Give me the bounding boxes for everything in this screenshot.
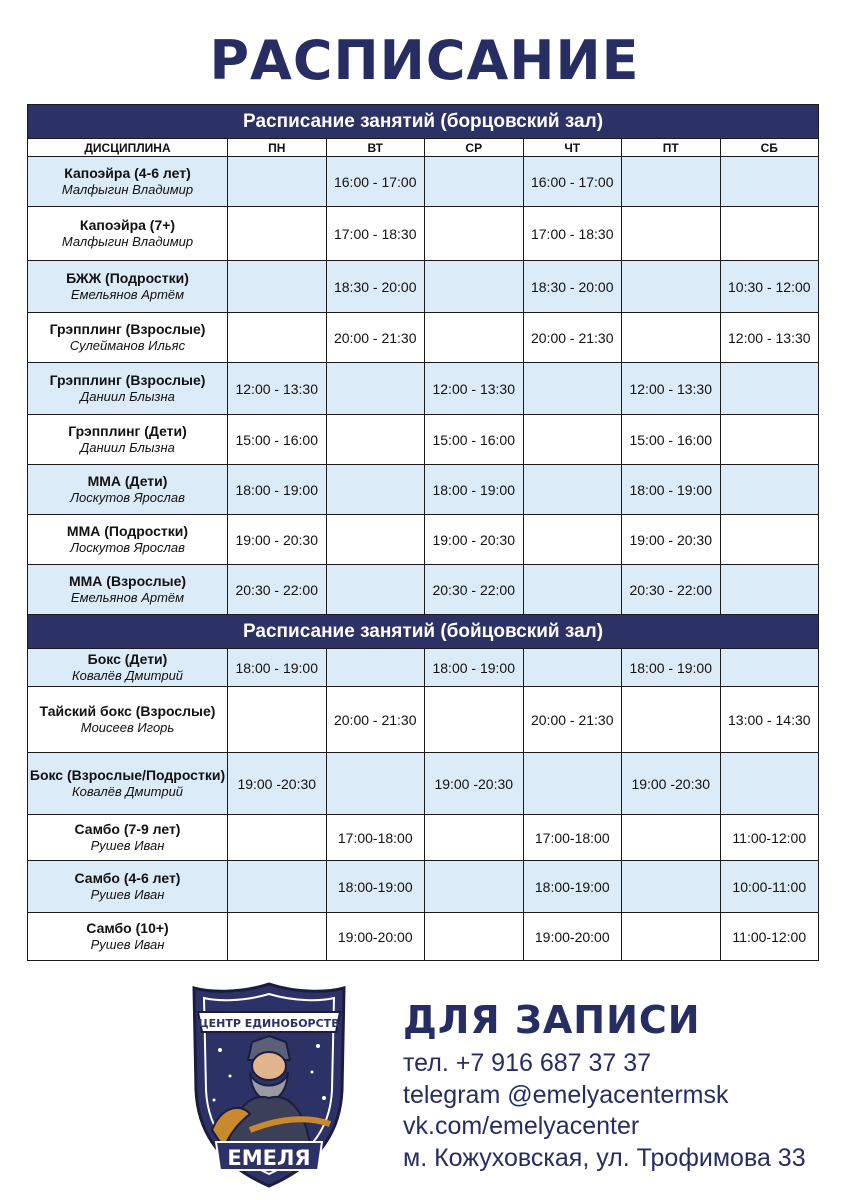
discipline-cell [28,815,228,861]
discipline-name: Грэпплинг (Взрослые) [49,371,206,388]
coach-name: Рушев Иван [90,937,165,953]
time-cell [720,363,819,415]
logo-top-text: ЦЕНТР ЕДИНОБОРСТВ [198,1017,340,1030]
time-cell: 18:30 - 20:00 [523,261,622,313]
discipline-name: Грэпплинг (Дети) [68,422,187,439]
time-cell: 15:00 - 16:00 [622,415,721,465]
coach-name: Ковалёв Дмитрий [71,784,184,800]
time-cell: 12:00 - 13:30 [622,363,721,415]
time-cell [720,515,819,565]
column-header-discipline: ДИСЦИПЛИНА [28,139,228,157]
contact-address: м. Кожуховская, ул. Трофимова 33 [403,1143,806,1172]
discipline-name: Самбо (7-9 лет) [74,820,181,837]
time-cell: 18:00 - 19:00 [228,465,327,515]
time-cell [523,649,622,687]
discipline-name: Тайский бокс (Взрослые) [39,702,216,719]
time-cell: 20:30 - 22:00 [622,565,721,615]
contact-title: ДЛЯ ЗАПИСИ [403,998,701,1042]
discipline-name: БЖЖ (Подростки) [66,269,189,286]
table-row [28,415,819,465]
discipline-cell [28,363,228,415]
hall-rows-wrestling [28,157,819,615]
schedule-table [27,104,819,961]
time-cell [326,649,425,687]
time-cell: 11:00-12:00 [720,913,819,961]
time-cell [523,565,622,615]
time-cell: 19:00 - 20:30 [425,515,524,565]
time-cell [326,415,425,465]
time-cell [425,207,524,261]
contact-phone[interactable]: тел. +7 916 687 37 37 [403,1049,652,1077]
coach-name: Даниил Блызна [80,389,175,405]
discipline-name: ММА (Взрослые) [68,572,187,589]
discipline-cell [28,515,228,565]
contact-telegram[interactable]: telegram @emelyacentermsk [403,1080,729,1109]
time-cell [425,815,524,861]
time-cell [523,363,622,415]
discipline-cell [28,207,228,261]
time-cell: 16:00 - 17:00 [523,157,622,207]
coach-name: Емельянов Артём [70,590,185,606]
discipline-name: Самбо (10+) [86,919,169,936]
time-cell [326,565,425,615]
coach-name: Сулейманов Ильяс [69,338,186,354]
time-cell [228,313,327,363]
time-cell: 18:00 - 19:00 [622,649,721,687]
hall-title: Расписание занятий (бойцовский зал) [28,615,819,649]
time-cell [425,913,524,961]
time-cell [720,753,819,815]
coach-name: Ковалёв Дмитрий [71,668,184,684]
time-cell: 12:00 - 13:30 [720,313,819,363]
time-cell: 18:00-19:00 [326,861,425,913]
time-cell: 15:00 - 16:00 [228,415,327,465]
time-cell: 17:00 - 18:30 [326,207,425,261]
discipline-cell [28,415,228,465]
time-cell: 20:00 - 21:30 [523,687,622,753]
hall-header-wrestling [28,105,819,139]
time-cell [720,157,819,207]
discipline-name: Самбо (4-6 лет) [74,869,181,886]
time-cell [425,861,524,913]
time-cell: 10:00-11:00 [720,861,819,913]
time-cell: 18:00 - 19:00 [425,465,524,515]
discipline-cell [28,313,228,363]
coach-name: Рушев Иван [90,887,165,903]
table-row [28,753,819,815]
column-header-thu: ЧТ [523,139,622,157]
discipline-name: Грэпплинг (Взрослые) [49,320,206,337]
time-cell [622,687,721,753]
time-cell [425,261,524,313]
discipline-name: Капоэйра (7+) [79,216,176,233]
time-cell [622,913,721,961]
hall-rows-fighting [28,649,819,961]
table-row [28,465,819,515]
time-cell [228,815,327,861]
time-cell [228,261,327,313]
time-cell [228,207,327,261]
time-cell [326,753,425,815]
time-cell: 12:00 - 13:30 [425,363,524,415]
discipline-cell [28,565,228,615]
table-row [28,649,819,687]
time-cell: 19:00 -20:30 [425,753,524,815]
time-cell: 12:00 - 13:30 [228,363,327,415]
time-cell [622,261,721,313]
time-cell [228,687,327,753]
time-cell: 19:00 - 20:30 [622,515,721,565]
time-cell [523,753,622,815]
discipline-name: Бокс (Дети) [87,650,168,667]
coach-name: Лоскутов Ярослав [70,540,185,556]
time-cell: 19:00 - 20:30 [228,515,327,565]
time-cell [228,913,327,961]
time-cell [228,861,327,913]
discipline-cell [28,861,228,913]
time-cell [425,687,524,753]
coach-name: Рушев Иван [90,838,165,854]
time-cell: 18:30 - 20:00 [326,261,425,313]
coach-name: Емельянов Артём [70,287,185,303]
time-cell: 18:00 - 19:00 [622,465,721,515]
table-row [28,565,819,615]
time-cell [622,861,721,913]
column-header-wed: СР [425,139,524,157]
column-header-row [28,139,819,157]
time-cell: 18:00 - 19:00 [228,649,327,687]
hall-header-fighting [28,615,819,649]
discipline-name: Бокс (Взрослые/Подростки) [29,766,226,783]
time-cell: 19:00-20:00 [523,913,622,961]
emelya-logo [190,980,348,1190]
coach-name: Малфыгин Владимир [61,234,194,250]
discipline-cell [28,687,228,753]
time-cell [326,465,425,515]
coach-name: Малфыгин Владимир [61,182,194,198]
discipline-cell [28,157,228,207]
time-cell: 20:00 - 21:30 [326,313,425,363]
page-title: РАСПИСАНИЕ [209,29,640,92]
time-cell [523,465,622,515]
table-row [28,313,819,363]
time-cell [425,157,524,207]
time-cell [720,465,819,515]
time-cell [622,207,721,261]
time-cell [622,313,721,363]
time-cell: 10:30 - 12:00 [720,261,819,313]
column-header-mon: ПН [228,139,327,157]
column-header-tue: ВТ [326,139,425,157]
time-cell: 20:00 - 21:30 [523,313,622,363]
table-row [28,815,819,861]
time-cell: 19:00-20:00 [326,913,425,961]
table-row [28,261,819,313]
discipline-name: Капоэйра (4-6 лет) [64,164,191,181]
column-header-fri: ПТ [622,139,721,157]
contact-vk[interactable]: vk.com/emelyacenter [403,1112,640,1140]
time-cell [720,649,819,687]
time-cell: 20:30 - 22:00 [228,565,327,615]
logo-name-text: ЕМЕЛЯ [227,1146,311,1170]
time-cell [523,515,622,565]
table-row [28,207,819,261]
time-cell [622,157,721,207]
time-cell: 20:00 - 21:30 [326,687,425,753]
time-cell: 16:00 - 17:00 [326,157,425,207]
time-cell: 19:00 -20:30 [622,753,721,815]
contact-block [403,996,806,1174]
time-cell [720,565,819,615]
discipline-cell [28,649,228,687]
table-row [28,157,819,207]
table-row [28,515,819,565]
time-cell: 18:00-19:00 [523,861,622,913]
time-cell [720,207,819,261]
time-cell: 11:00-12:00 [720,815,819,861]
table-row [28,363,819,415]
time-cell: 17:00-18:00 [523,815,622,861]
time-cell [720,415,819,465]
time-cell [326,515,425,565]
time-cell: 19:00 -20:30 [228,753,327,815]
coach-name: Лоскутов Ярослав [70,490,185,506]
time-cell [228,157,327,207]
time-cell: 17:00-18:00 [326,815,425,861]
table-row [28,861,819,913]
column-header-sat: СБ [720,139,819,157]
table-row [28,687,819,753]
coach-name: Даниил Блызна [80,440,175,456]
table-row [28,913,819,961]
time-cell: 20:30 - 22:00 [425,565,524,615]
discipline-cell [28,261,228,313]
discipline-cell [28,465,228,515]
time-cell: 15:00 - 16:00 [425,415,524,465]
discipline-name: ММА (Дети) [87,472,168,489]
hall-title: Расписание занятий (борцовский зал) [28,105,819,139]
discipline-name: ММА (Подростки) [66,522,189,539]
time-cell: 13:00 - 14:30 [720,687,819,753]
time-cell [622,815,721,861]
discipline-cell [28,913,228,961]
time-cell [425,313,524,363]
time-cell: 17:00 - 18:30 [523,207,622,261]
time-cell [523,415,622,465]
time-cell: 18:00 - 19:00 [425,649,524,687]
time-cell [326,363,425,415]
discipline-cell [28,753,228,815]
coach-name: Моисеев Игорь [80,720,175,736]
